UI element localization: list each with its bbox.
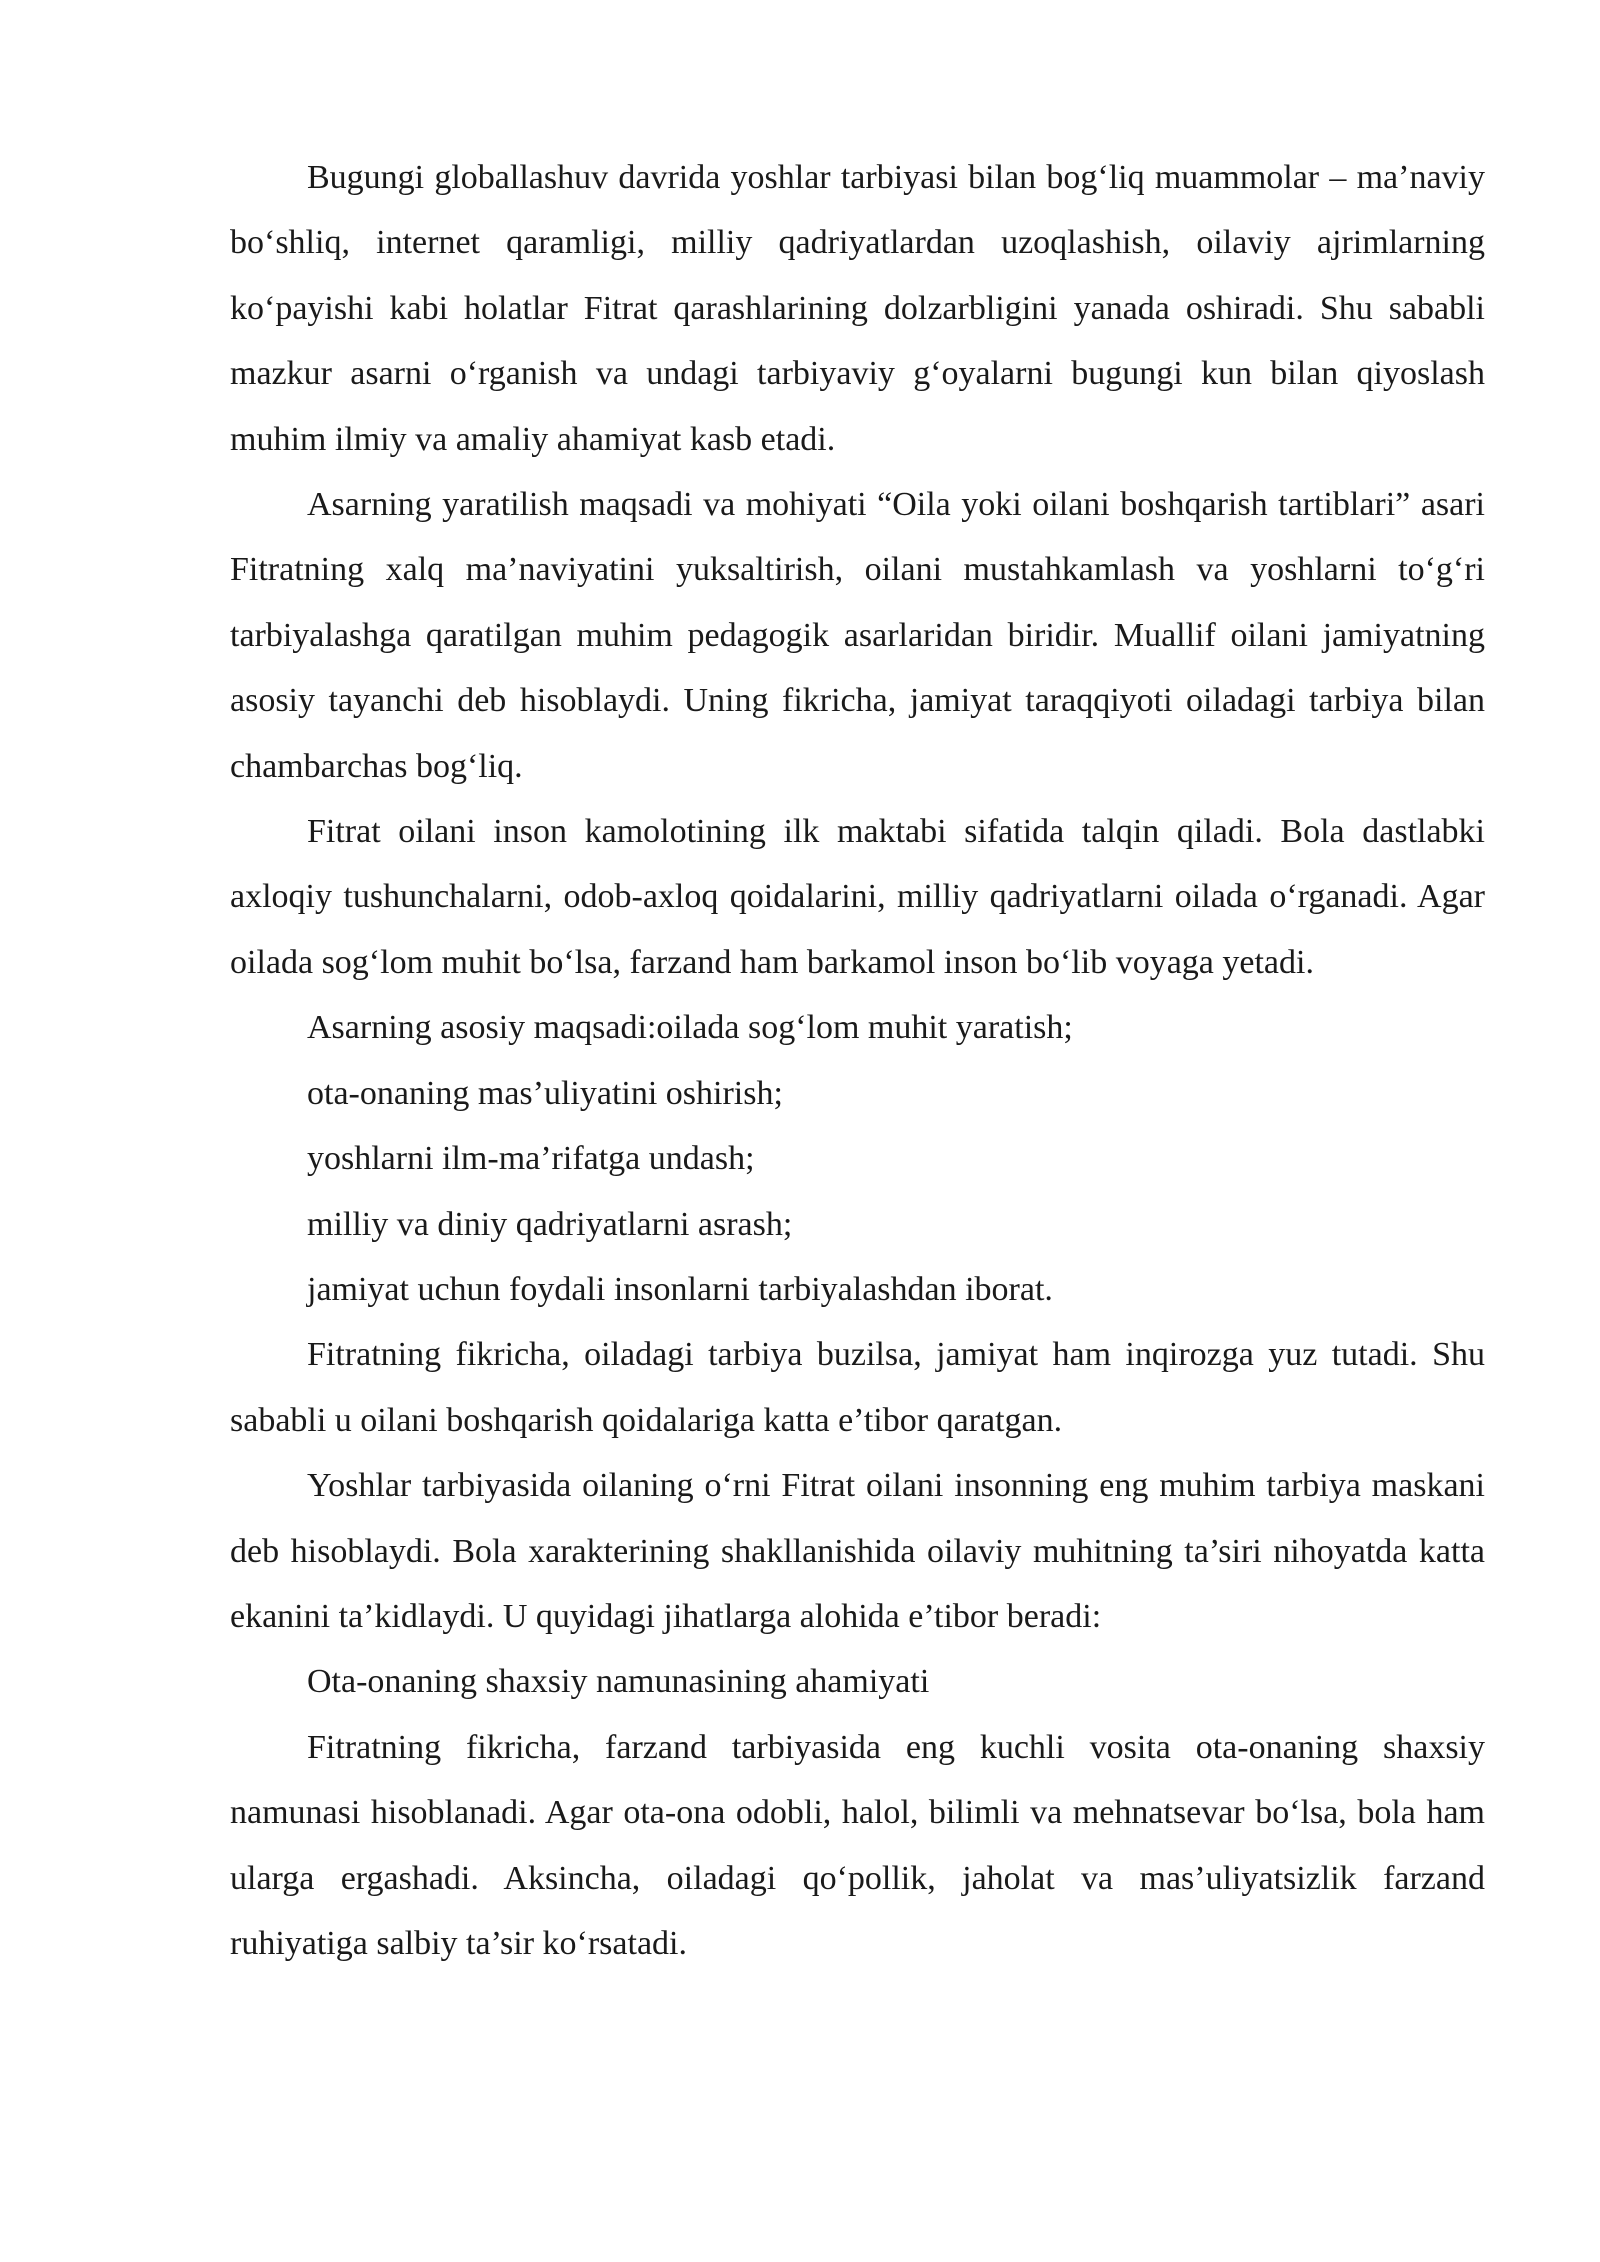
list-item: ota-onaning mas’uliyatini oshirish;	[307, 1074, 783, 1112]
list-item: jamiyat uchun foydali insonlarni tarbiyalashdan iborat.	[307, 1270, 1053, 1308]
subheading-parent-example: Ota-onaning shaxsiy namunasining ahamiyati	[307, 1663, 930, 1701]
paragraph-globalization: Bugungi globallashuv davrida yoshlar tarbiyasi bilan bog‘liq muammolar – ma’naviy bo‘shliq, internet qaramligi, milliy qadriyatlardan uzoqlashish, oilaviy ajrimlarning ko‘payishi kabi holatlar Fitrat qarashlarining dolzarbligini yanada oshiradi. Shu sababli mazkur asarni o‘rganish va undagi tarbiyaviy g‘oyalarni bugungi kun bilan qiyoslash muhim ilmiy va amaliy ahamiyat kasb etadi.	[230, 159, 1485, 458]
paragraph-first-school: Fitrat oilani inson kamolotining ilk maktabi sifatida talqin qiladi. Bola dastlabki axloqiy tushunchalarni, odob-axloq qoidalarini, milliy qadriyatlarni oilada o‘rganadi. Agar oilada sog‘lom muhit bo‘lsa, farzand ham barkamol inson bo‘lib voyaga yetadi.	[230, 813, 1485, 981]
paragraph-crisis: Fitratning fikricha, oiladagi tarbiya buzilsa, jamiyat ham inqirozga yuz tutadi. Shu sababli u oilani boshqarish qoidalariga katta e’tibor qaratgan.	[230, 1336, 1485, 1439]
list-item: Asarning asosiy maqsadi:oilada sog‘lom muhit yaratish;	[307, 1009, 1073, 1047]
document-page	[230, 145, 1485, 1976]
paragraph-parent-example: Fitratning fikricha, farzand tarbiyasida eng kuchli vosita ota-onaning shaxsiy namunasi hisoblanadi. Agar ota-ona odobli, halol, bilimli va mehnatsevar bo‘lsa, bola ham ularga ergashadi. Aksincha, oiladagi qo‘pollik, jaholat va mas’uliyatsizlik farzand ruhiyatiga salbiy ta’sir ko‘rsatadi.	[230, 1728, 1485, 1962]
list-item: yoshlarni ilm-ma’rifatga undash;	[307, 1140, 755, 1178]
paragraph-purpose: Asarning yaratilish maqsadi va mohiyati “Oila yoki oilani boshqarish tartiblari” asari Fitratning xalq ma’naviyatini yuksaltirish, oilani mustahkamlash va yoshlarni to‘g‘ri tarbiyalashga qaratilgan muhim pedagogik asarlaridan biridir. Muallif oilani jamiyatning asosiy tayanchi deb hisoblaydi. Uning fikricha, jamiyat taraqqiyoti oiladagi tarbiya bilan chambarchas bog‘liq.	[230, 486, 1485, 785]
paragraph-family-role: Yoshlar tarbiyasida oilaning o‘rni Fitrat oilani insonning eng muhim tarbiya maskani deb hisoblaydi. Bola xarakterining shakllanishida oilaviy muhitning ta’siri nihoyatda katta ekanini ta’kidlaydi. U quyidagi jihatlarga alohida e’tibor beradi:	[230, 1467, 1485, 1635]
list-item: milliy va diniy qadriyatlarni asrash;	[307, 1205, 793, 1243]
